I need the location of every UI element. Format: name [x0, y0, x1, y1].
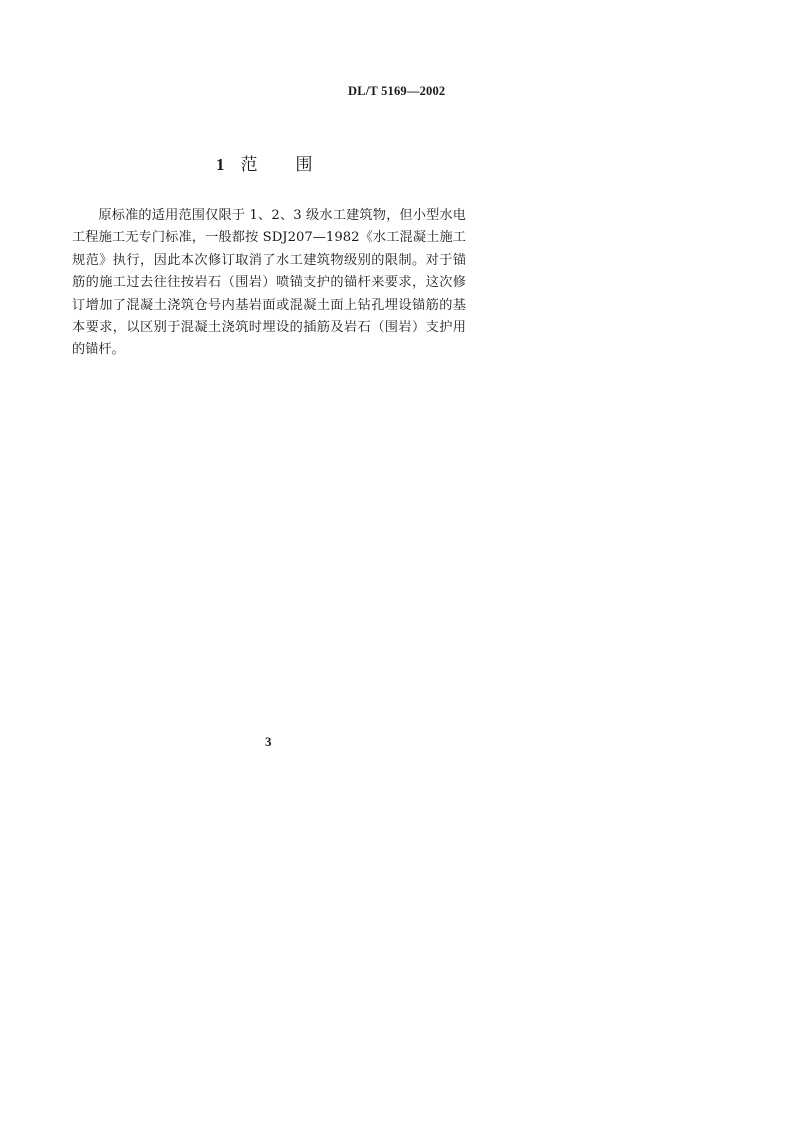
section-number: 1 — [216, 155, 225, 174]
body-paragraph: 原标准的适用范围仅限于 1、2、3 级水工建筑物，但小型水电工程施工无专门标准，一般都按 SDJ207—1982《水工混凝土施工规范》执行，因此本次修订取消了水工建筑物级别的限制。对于锚筋的施工过去往往按岩石（围岩）喷锚支护的锚杆来要求，这次修订增加了混凝土浇筑仓号内基岩面或混凝土面上钻孔埋设锚筋的基本要求，以区别于混凝土浇筑时埋设的插筋及岩石（围岩）支护用的锚杆。 — [72, 208, 466, 358]
page-number: 3 — [265, 734, 272, 749]
section-heading — [216, 150, 351, 175]
standard-code: DL/T 5169—2002 — [348, 84, 446, 98]
section-title: 范围 — [240, 155, 351, 175]
